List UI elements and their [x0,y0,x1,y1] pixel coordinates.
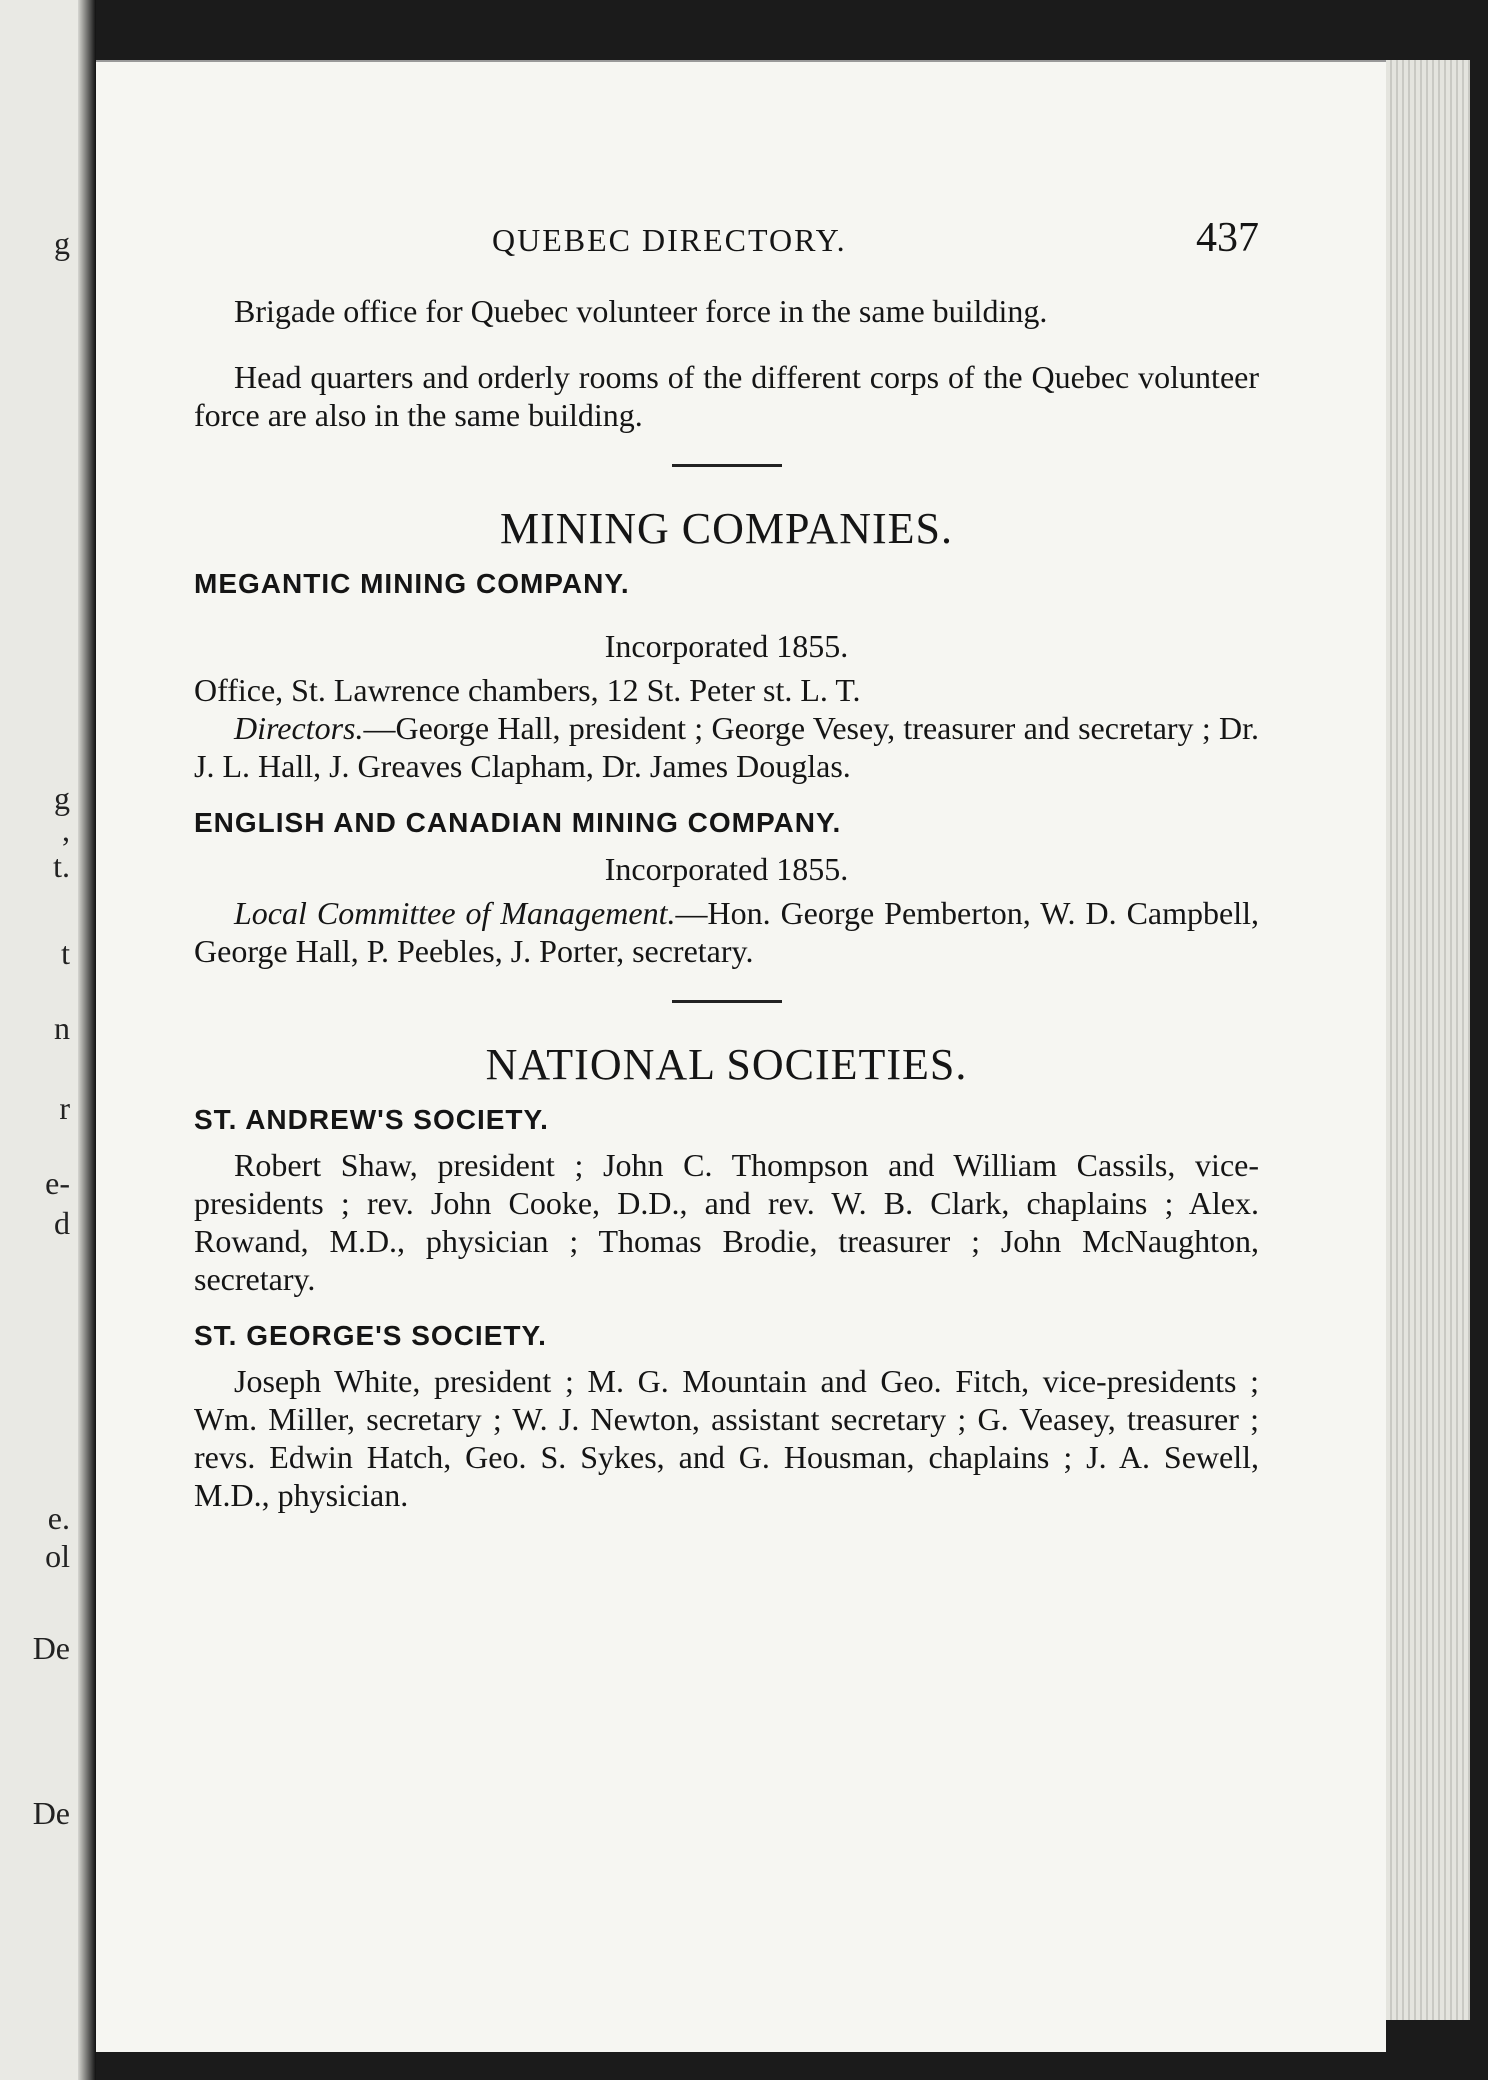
fragment: n [54,1010,70,1046]
office-megantic: Office, St. Lawrence chambers, 12 St. Peter st. L. T. [194,672,861,708]
text-st-georges: Joseph White, president ; M. G. Mountain and Geo. Fitch, vice-presidents ; Wm. Miller, secretary ; W. J. Newton, assistant secretary ; G. Veasey, treasurer ; revs. Edwin Hatch, Geo. S. Sykes, and G. Housman, chaplains ; J. A. Sewell, M.D., physician. [194,1363,1259,1513]
committee-label: Local Committee of Management. [234,895,676,931]
section-divider [672,1000,782,1003]
paragraph-brigade-office: Brigade office for Quebec volunteer force in the same building. [234,293,1048,329]
fragment: g [54,780,70,816]
entry-title-st-georges: ST. GEORGE'S SOCIETY. [194,1320,547,1351]
entry-title-megantic: MEGANTIC MINING COMPANY. [194,568,630,599]
committee-english-canadian [194,894,1259,970]
book-page [96,60,1386,2052]
fragment: e. [47,1500,70,1536]
directors-megantic [194,709,1259,785]
section-heading-national: NATIONAL SOCIETIES. [485,1040,968,1089]
directors-text: —George Hall, president ; George Vesey, treasurer and secretary ; Dr. J. L. Hall, J. Greaves Clapham, Dr. James Douglas. [194,710,1259,784]
running-header [194,215,1259,292]
section-heading-mining: MINING COMPANIES. [500,504,953,553]
entry-title-st-andrews: ST. ANDREW'S SOCIETY. [194,1104,549,1135]
page-content [194,215,1260,1514]
book-gutter [78,0,96,2080]
fragment: t [61,935,70,971]
section-divider [672,464,782,467]
fragment: t. [53,848,70,884]
fragment: ol [45,1538,70,1574]
entry-title-english-canadian: ENGLISH AND CANADIAN MINING COMPANY. [194,807,842,838]
fragment: De [32,1630,70,1666]
fragment: De [32,1795,70,1831]
fragment: r [59,1090,70,1126]
committee-text: —Hon. George Pemberton, W. D. Campbell, George Hall, P. Peebles, J. Porter, secretary. [194,895,1260,969]
fragment: e- [45,1165,70,1201]
left-page-fragments [0,0,80,2080]
incorporated-megantic: Incorporated 1855. [604,628,849,664]
running-title: QUEBEC DIRECTORY. [492,222,847,258]
fragment: d [54,1205,70,1241]
directors-label: Directors. [234,710,364,746]
fragment: , [62,812,70,848]
text-st-andrews: Robert Shaw, president ; John C. Thompson and William Cassils, vice-presidents ; rev. John Cooke, D.D., and rev. W. B. Clark, chaplains ; Alex. Rowand, M.D., physician ; Thomas Brodie, treasurer ; John McNaughton, secretary. [194,1147,1259,1297]
left-page-edge [0,0,96,2080]
incorporated-english-canadian: Incorporated 1855. [604,851,849,887]
fragment: g [54,225,70,261]
paragraph-head-quarters: Head quarters and orderly rooms of the different corps of the Quebec volunteer force are also in the same building. [194,359,1259,433]
page-number: 437 [1196,215,1259,261]
